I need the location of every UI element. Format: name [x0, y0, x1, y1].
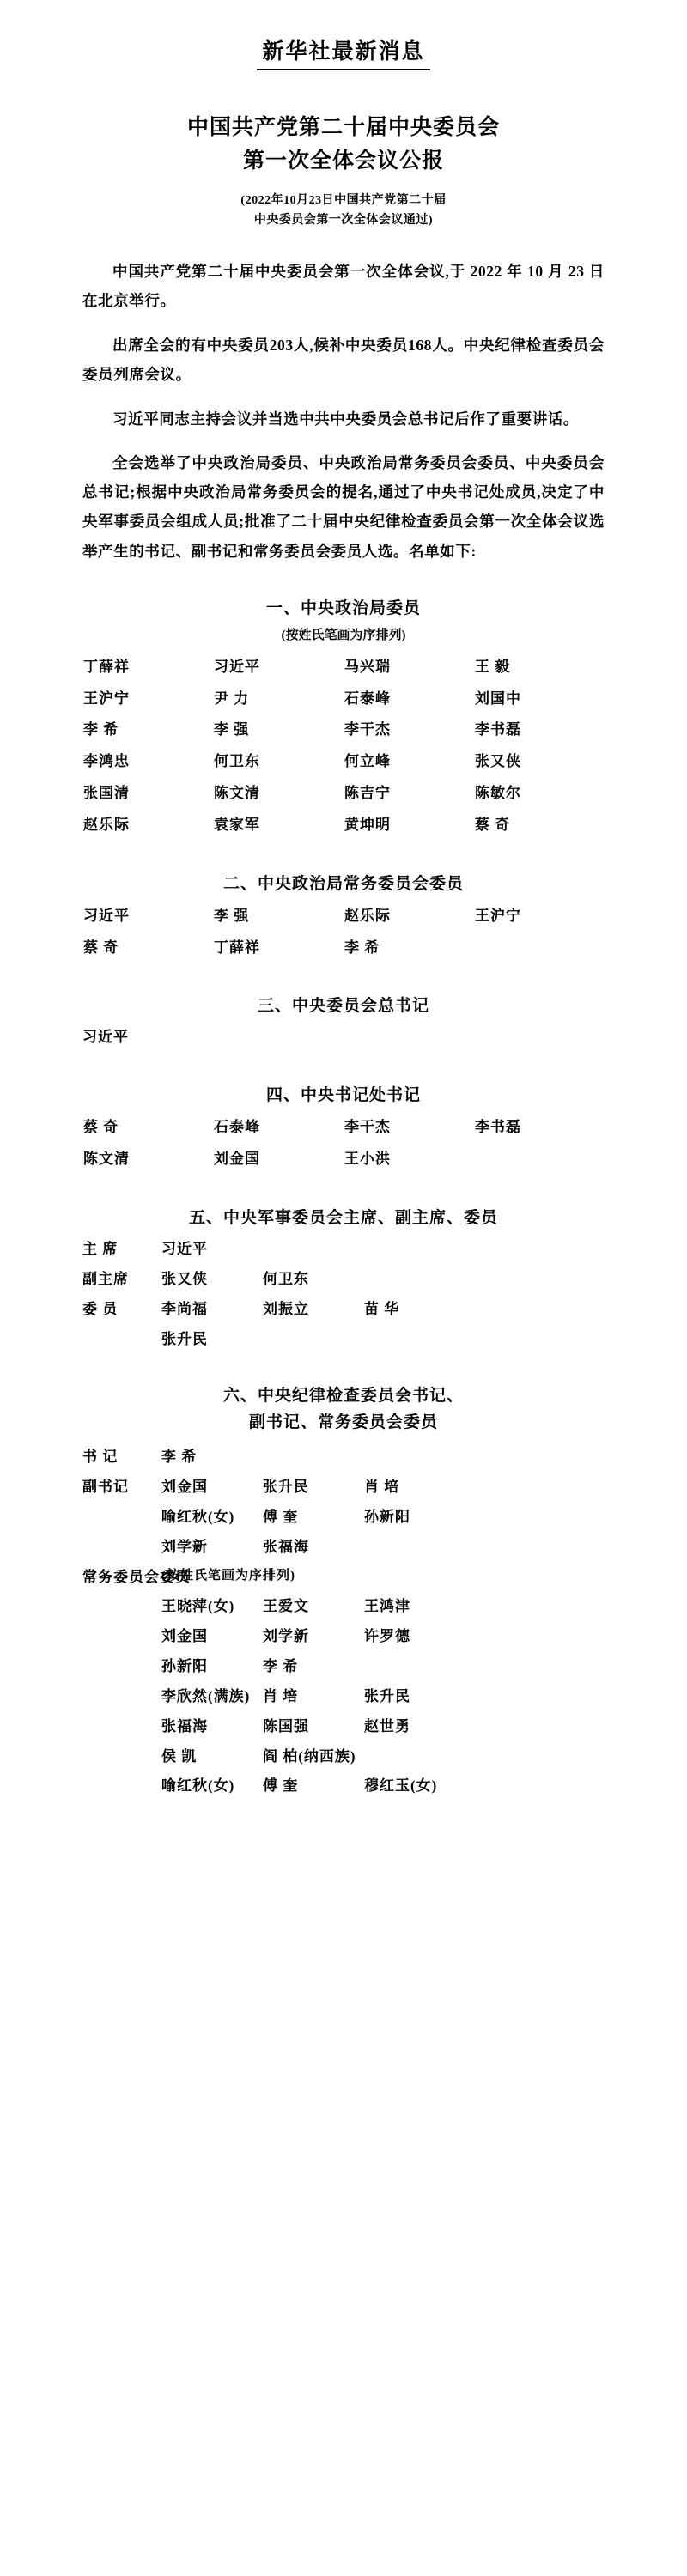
name-cell: 李书磊	[475, 721, 521, 738]
cmc-names	[161, 1265, 605, 1295]
name-cell: 丁薛祥	[214, 939, 260, 956]
table-row	[82, 778, 605, 810]
name-cell: 喻红秋(女)	[161, 1508, 235, 1525]
ccdi-names	[161, 1443, 605, 1473]
name-cell: 许罗德	[364, 1628, 410, 1645]
name-cell: 傅 奎	[263, 1508, 299, 1525]
name-cell: 何立峰	[344, 753, 391, 770]
cmc-names	[161, 1235, 605, 1265]
name-cell: 刘金国	[161, 1479, 208, 1495]
name-cell: 蔡 奇	[475, 816, 511, 833]
name-cell: 刘金国	[161, 1628, 208, 1645]
cmc-role-label: 主 席	[82, 1241, 119, 1257]
name-cell: 赵乐际	[344, 907, 391, 924]
general-secretary-name: 习近平	[82, 1029, 129, 1046]
table-row	[161, 1652, 605, 1682]
name-cell	[364, 1742, 465, 1772]
table-row	[82, 1144, 605, 1176]
table-row	[82, 810, 605, 841]
section-heading-cmc: 五、中央军事委员会主席、副主席、委员	[188, 1209, 498, 1227]
name-grid-politburo	[82, 652, 605, 841]
name-cell: 李鸿忠	[83, 753, 130, 770]
name-cell: 蔡 奇	[83, 1119, 119, 1136]
name-cell: 李 希	[83, 721, 119, 738]
table-row	[161, 1682, 605, 1712]
subtitle-line-2: 中央委员会第一次全体会议通过)	[253, 214, 434, 228]
cmc-row	[82, 1295, 605, 1325]
table-row	[82, 652, 605, 683]
masthead-text: 新华社最新消息	[257, 34, 429, 70]
name-cell: 李欣然(满族)	[161, 1687, 251, 1704]
name-cell: 刘金国	[214, 1151, 260, 1168]
ccdi-list	[82, 1443, 605, 1562]
table-row	[161, 1592, 605, 1622]
paragraph-3: 习近平同志主持会议并当选中共中央委员会总书记后作了重要讲话。	[112, 410, 579, 428]
title-line-1: 中国共产党第二十届中央委员会	[186, 116, 500, 139]
name-cell: 马兴瑞	[344, 658, 391, 675]
name-cell: 王鸿津	[364, 1598, 410, 1615]
section-note-politburo: (按姓氏笔画为序排列)	[281, 628, 406, 642]
name-cell: 赵乐际	[83, 816, 130, 833]
name-cell: 李书磊	[475, 1119, 521, 1136]
name-cell: 张升民	[263, 1479, 309, 1495]
name-grid-secretariat	[82, 1112, 605, 1176]
section-heading-psc: 二、中央政治局常务委员会委员	[222, 874, 464, 893]
name-cell: 李 希	[161, 1449, 198, 1466]
name-cell: 陈吉宁	[344, 785, 391, 802]
name-cell: 苗 华	[364, 1300, 400, 1317]
name-cell	[474, 1144, 605, 1176]
name-cell: 刘振立	[263, 1300, 309, 1317]
name-cell: 赵世勇	[364, 1717, 410, 1735]
table-row	[161, 1742, 605, 1772]
cmc-row	[82, 1265, 605, 1295]
table-row	[82, 683, 605, 715]
name-cell: 石泰峰	[214, 1119, 260, 1136]
name-grid-psc	[82, 901, 605, 964]
name-cell: 王沪宁	[83, 690, 130, 707]
name-cell: 蔡 奇	[83, 939, 119, 956]
section-heading-general-secretary: 三、中央委员会总书记	[257, 997, 429, 1016]
name-cell: 刘学新	[263, 1628, 309, 1645]
name-cell: 王小洪	[344, 1151, 391, 1168]
name-cell: 张又侠	[161, 1270, 208, 1287]
section-heading-politburo: 一、中央政治局委员	[265, 598, 421, 617]
name-cell: 习近平	[161, 1241, 208, 1257]
ccdi-standing-note: (按姓氏笔画为序排列)	[161, 1568, 295, 1583]
cmc-names	[161, 1325, 605, 1355]
ccdi-row	[82, 1503, 605, 1533]
name-cell	[474, 933, 605, 964]
name-cell: 李干杰	[344, 1119, 391, 1136]
name-cell: 袁家军	[214, 816, 260, 833]
name-cell: 肖 培	[263, 1687, 299, 1704]
ccdi-standing-committee-header	[82, 1563, 605, 1593]
name-cell: 习近平	[83, 907, 130, 924]
page-title	[82, 112, 605, 179]
name-cell: 李干杰	[344, 721, 391, 738]
cmc-list	[82, 1235, 605, 1354]
masthead	[82, 0, 605, 79]
name-cell: 张国清	[83, 785, 130, 802]
ccdi-names	[161, 1533, 605, 1563]
name-cell: 陈文清	[83, 1151, 130, 1168]
name-cell: 李 希	[263, 1658, 299, 1675]
paragraph-1: 中国共产党第二十届中央委员会第一次全体会议,于 2022 年 10 月 23 日在北京举行。	[82, 263, 605, 310]
table-row	[82, 933, 605, 964]
ccdi-role-label: 副书记	[82, 1479, 129, 1495]
table-row	[161, 1622, 605, 1652]
name-cell: 阎 柏(纳西族)	[263, 1747, 356, 1765]
title-line-2: 第一次全体会议公报	[242, 149, 444, 173]
table-row	[161, 1712, 605, 1742]
name-cell: 王晓萍(女)	[161, 1598, 235, 1615]
name-cell: 肖 培	[364, 1479, 400, 1495]
cmc-row	[82, 1325, 605, 1355]
name-cell: 李尚福	[161, 1300, 208, 1317]
name-cell: 何卫东	[214, 753, 260, 770]
page-bottom-space	[82, 1801, 605, 1990]
name-cell: 侯 凯	[161, 1747, 198, 1765]
table-row	[82, 901, 605, 933]
name-cell: 张福海	[161, 1717, 208, 1735]
ccdi-standing-names	[161, 1592, 605, 1801]
name-cell	[364, 1652, 465, 1682]
name-cell: 丁薛祥	[83, 658, 130, 675]
name-cell: 刘学新	[161, 1538, 208, 1555]
ccdi-standing-label: 常务委员会委员	[82, 1568, 191, 1585]
ccdi-role-label: 书 记	[82, 1449, 119, 1466]
name-cell: 王爱文	[263, 1598, 309, 1615]
name-cell: 傅 奎	[263, 1777, 299, 1795]
name-cell: 何卫东	[263, 1270, 309, 1287]
name-cell: 张福海	[263, 1538, 309, 1555]
name-cell: 李 强	[214, 907, 250, 924]
name-cell: 王沪宁	[475, 907, 521, 924]
ccdi-row	[82, 1443, 605, 1473]
name-cell: 李 希	[344, 939, 380, 956]
name-cell: 石泰峰	[344, 690, 391, 707]
name-cell: 刘国中	[475, 690, 521, 707]
name-cell: 陈国强	[263, 1717, 309, 1735]
name-cell: 孙新阳	[364, 1508, 410, 1525]
name-cell: 孙新阳	[161, 1658, 208, 1675]
name-cell: 张升民	[161, 1330, 208, 1347]
name-cell: 喻红秋(女)	[161, 1777, 235, 1795]
name-cell: 尹 力	[214, 690, 250, 707]
ccdi-names	[161, 1473, 605, 1503]
table-row	[82, 1112, 605, 1144]
name-cell: 王 毅	[475, 658, 511, 675]
ccdi-names	[161, 1503, 605, 1533]
section-heading-secretariat: 四、中央书记处书记	[265, 1086, 421, 1105]
name-cell: 陈敏尔	[475, 785, 521, 802]
cmc-role-label: 副主席	[82, 1270, 129, 1287]
table-row	[161, 1771, 605, 1801]
ccdi-heading-line-2: 副书记、常务委员会委员	[248, 1413, 438, 1431]
name-cell: 张又侠	[475, 753, 521, 770]
table-row	[82, 714, 605, 746]
subtitle-line-1: (2022年10月23日中国共产党第二十届	[240, 193, 447, 207]
cmc-names	[161, 1295, 605, 1325]
name-cell: 穆红玉(女)	[364, 1777, 438, 1795]
ccdi-row	[82, 1473, 605, 1503]
paragraph-4: 全会选举了中央政治局委员、中央政治局常务委员会委员、中央委员会总书记;根据中央政治局常务委员会的提名,通过了中央书记处成员,决定了中央军事委员会组成人员;批准了二十届中央纪律检查委员会第一次全体会议选举产生的书记、副书记和常务委员会委员人选。名单如下:	[82, 454, 605, 560]
cmc-row	[82, 1235, 605, 1265]
ccdi-row	[82, 1533, 605, 1563]
cmc-role-label: 委 员	[82, 1300, 119, 1317]
section-heading-ccdi	[82, 1383, 605, 1436]
name-cell: 陈文清	[214, 785, 260, 802]
name-cell: 习近平	[214, 658, 260, 675]
document-subtitle	[82, 191, 605, 232]
table-row	[82, 746, 605, 778]
name-cell: 黄坤明	[344, 816, 391, 833]
paragraph-2: 出席全会的有中央委员203人,候补中央委员168人。中央纪律检查委员会委员列席会议。	[82, 336, 605, 383]
ccdi-heading-line-1: 六、中央纪律检查委员会书记、	[222, 1387, 464, 1406]
name-cell: 李 强	[214, 721, 250, 738]
name-cell: 张升民	[364, 1687, 410, 1704]
